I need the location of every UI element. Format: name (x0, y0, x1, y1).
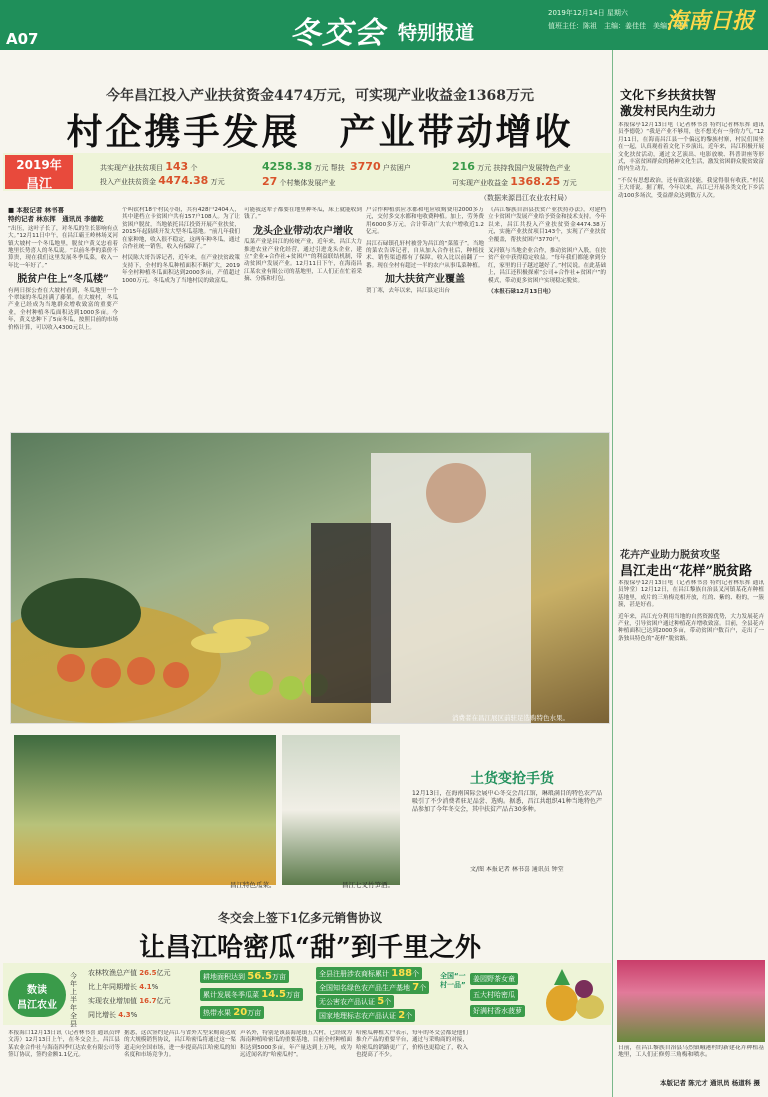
stat-help-funds: 4258.38 万元 帮扶 (262, 160, 345, 173)
data-pollution-free: 无公害农产品认证 5个 (316, 995, 394, 1008)
stat-income: 可实现产业收益金 1368.25 万元 (452, 175, 577, 188)
side-story-title: 土货变抢手货 (470, 771, 554, 787)
side-story-text: 12月13日，在海南国际会展中心冬交会昌江馆，琳琅满目的特色农产品吸引了不少消费者驻足品尝、选购。据悉，昌江共组织41种当地特色产品参加了今年冬交会，其中扶贫产品占30多种。 (412, 790, 602, 813)
article-col4b-text: 昌江石碌镇孔轩村被誉为昌江的“菜篮子”。当地的菜农告诉记者，自从加入合作社后，种植技术、销售渠道都有了保障，收入比以前翻了一番。现在全村有超过一半的农户从事瓜菜种植。 (366, 240, 484, 269)
stat-villages: 27 个村集体发展产业 (262, 175, 336, 188)
column-divider (612, 50, 613, 1097)
right-story1-title: 文化下乡扶贫扶智 (620, 88, 717, 102)
section-brand: 冬交会 (290, 16, 386, 51)
section-tag: 特别报道 (398, 22, 475, 44)
data-farmland: 耕地面积达到 56.5万亩 (200, 970, 289, 983)
data-output-growth: 比上年同期增长 4.1% (88, 983, 159, 991)
brand-village-1: 姜园野茶女童 (470, 973, 518, 985)
bottom-col-2: 据悉，这次签约是昌江与省外大型采购商达成的大规模销售协议，昌江哈密瓜将通过这一渠道走向全国市场，进一步提高昌江哈密瓜的知名度和市场竞争力。 (124, 1030, 236, 1059)
photo-bamboo-wine (282, 735, 400, 885)
brand-village-2: 五大村哈密瓜 (470, 989, 518, 1001)
data-geo-indication: 国家地理标志农产品认证 2个 (316, 1009, 415, 1022)
photo-melons-caption: 昌江特色瓜菜。 (230, 881, 276, 889)
data-agri-output: 农林牧渔总产值 26.5亿元 (88, 969, 171, 977)
article-col4-text: 户合作种植供应水都和电应收购费用2000多万元，交付多交水都和电收费种植。加上，劳务费用6000多万元，合计带动广大农户增收近1.2亿元。 (366, 207, 484, 236)
data-band-sub: 今年上半年全县 (70, 972, 77, 1028)
bottom-col-1: 本报海口12月13日讯（记者林书喜 通讯员钟文涛）12月13日上午，在冬交会上，昌江县某农业合作社与海南四季红达农业有限公司等签订协议，签约金额1.1亿元。 (8, 1030, 120, 1059)
subhead-winter-melon: 脱贫户住上“冬瓜楼” (17, 274, 109, 286)
bottom-col-3: 声名外，特别是该县海尾镇五大村，已经成为海南种植哈密瓜的重要基地，目前全村种植面积达到5000多亩，年产量达到上万吨，成为远近闻名的“哈密瓜村”。 (240, 1030, 352, 1059)
article-dateline: （本报石碌12月13日电） (488, 289, 554, 296)
article-col3-text: 可能我这辈子都要在地里种冬瓜，床上就能收到钱了。” (244, 207, 362, 221)
photo-bamboo-wine-caption: 昌江七叉竹笋酒。 (342, 881, 394, 889)
right-story1-subtitle: 激发村民内生动力 (620, 104, 717, 118)
byline-1: ■ 本报记者 林书喜 (8, 207, 65, 214)
subhead-coverage: 加大扶贫产业覆盖 (385, 274, 465, 286)
article-col1b-text: 有两日探公查在大坡村看到，冬瓜地里一个个翠绿的冬瓜挂满了藤架。在大坡村，冬瓜产业已经成为当地群众增收致富的重要产业，全村种植冬瓜面积达到1000多亩。今年，黄义忠种下了5亩冬瓜，按照目前的市场价格计算，可以收入4300元以上。 (8, 287, 118, 331)
fruit-illustration (540, 965, 608, 1023)
bottom-kicker: 冬交会上签下1亿多元销售协议 (217, 911, 383, 925)
article-col5b-text: 叉河镇与当地企业合作，推动贫困户入股，在扶贫产业中获得稳定收益。“每年我们都能拿到分红，家里的日子越过越好了。”村民说。在此基础上，昌江还积极探索“公司+合作社+贫困户”的模式，带动更多贫困户实现稳定脱贫。 (488, 248, 606, 284)
photo-flower-base (617, 960, 765, 1042)
flower-photo-caption: 日前，在昌江黎族自治县乌烈镇峨港村的新建花卉种植基地里，工人们正修剪三角梅和喷水。 (618, 1045, 764, 1059)
article-col2-text: 个叫钦村18个村民小组，共有428户2404人，其中建档立卡贫困户共有157户108人。为了让贫困户脱贫，当地依托昌江投资开展产业扶贫，2015年起陆续开发大型冬瓜基地。“前几年我们在家种地，收入很不稳定，这两年种冬瓜，通过合作社统一销售，收入有保障了。” (122, 207, 240, 251)
data-trademarks: 全县注册涉农商标累计 188个 (316, 967, 422, 980)
article-column-2 (122, 207, 240, 429)
article-col4c-text: 贺丁寒，去年以来，昌江县定出台 (366, 287, 450, 294)
side-story-credit: 文/图 本报记者 林书喜 通讯员 钟堂 (470, 866, 564, 873)
bottom-headline: 让昌江哈密瓜“甜”到千里之外 (139, 933, 481, 963)
stat-household-support: 216 万元 扶持我国户发展特色产业 (452, 160, 571, 173)
lead-kicker: 今年昌江投入产业扶贫资金4474万元，可实现产业收益金1368万元 (106, 88, 534, 104)
article-column-5 (488, 207, 606, 429)
data-tropical-fruit: 热带水果 20万亩 (200, 1006, 264, 1019)
right-story2-kicker: 花卉产业助力脱贫攻坚 (620, 550, 720, 561)
issue-date: 2019年12月14日 星期六 (548, 9, 628, 17)
year-badge-year: 2019年 (16, 158, 62, 172)
data-winter-veg: 累计发展冬季瓜菜 14.5万亩 (200, 988, 303, 1001)
main-photo-illustration (11, 433, 609, 723)
right-story1-text: 本报保亭12月13日电（记者林书喜 特约记者林东挥 通讯员李德乾）“我是产业不够用，也不想光有一身的力气。”12月11日，在海南昌江县一个偏远的黎族村寨，村民们围坐在一起，认真观看着文化下乡演出。近年来，昌江积极开展文化扶贫活动，通过文艺演出、电影放映、科普讲座等形式，丰富贫困群众的精神文化生活，激发贫困群众脱贫致富的内生动力。 “不仅有思想政治，还有致富技能，我觉得很有收获。”村民王大哥说。据了解，今年以来，昌江已开展各类文化下乡活动100多场次，受益群众达到数万人次。 (618, 122, 764, 199)
article-col3b-text: 瓜菜产业是昌江的传统产业，近年来，昌江大力推进农业产业化经营，通过引进龙头企业，建立“企业+合作社+贫困户”的利益联结机制，带动贫困户发展产业。12月11日下午，在海南昌江某农业有限公司的基地里，工人们正在忙着采摘、分拣和打包。 (244, 239, 362, 283)
stats-source: （数据来源昌江农业农村局） (480, 194, 571, 202)
data-added-growth: 同比增长 4.3% (88, 1011, 138, 1019)
article-column-3 (244, 207, 362, 429)
data-green-bases: 全国知名绿色农产品生产基地 7个 (316, 981, 429, 994)
brand-villages-label: 全国“一村一品” (440, 972, 466, 989)
photo-credits: 本版记者 陈元才 通讯员 杨道科 摄 (660, 1079, 761, 1087)
article-column-4 (366, 207, 484, 429)
data-added-value: 实现农业增加值 16.7亿元 (88, 997, 171, 1005)
stat-households: 3770 户贫困户 (350, 160, 411, 173)
lead-headline: 村企携手发展 产业带动增收 (66, 111, 574, 153)
page-number: A07 (6, 30, 39, 48)
byline-2: 特约记者 林东挥 通讯员 李德乾 (8, 215, 104, 224)
bottom-col-4: 哈密瓜种植大户表示，每年的冬交会都是他们推介产品的重要平台，通过与采购商的对接，哈密瓜的销路更广了，价格也更稳定了，收入也提高了不少。 (356, 1030, 468, 1059)
article-column-1 (8, 207, 118, 429)
article-col1-text: “出压，这叶子长了，对冬瓜的生长影响有点大。”12月11日中午，在昌江霸王岭林场叉河镇大坡村一个冬瓜地里，脱贫户黄义忠看着地里长势喜人的冬瓜说。“以前冬季的菜价不算贵，现在我们这里发展冬季瓜菜，收入一年比一年好了。” (8, 225, 118, 269)
main-photo-fruit-stand (10, 432, 610, 724)
right-story2-title: 昌江走出“花样”脱贫路 (620, 564, 752, 579)
year-badge-place: 昌江 (25, 177, 52, 192)
stat-projects: 共实现产业扶贫项目 143 个 (100, 160, 198, 173)
right-story2-text: 本报保亭12月13日电（记者林书喜 特约记者林东挥 通讯员钟堂）12月12日，在昌江黎族自治县叉河镇某花卉种植基地里，成片的三角梅竞相开放，红的、紫的、粉的，一簇簇，甚是好看。 近年来，昌江充分利用当地的自然资源优势，大力发展花卉产业，引导贫困户通过种植花卉增收致富。目前，全县花卉种植面积已达到2000多亩，带动贫困户数百户，走出了一条独具特色的“花样”脱贫路。 (618, 580, 764, 642)
brand-village-3: 好满村香水菠萝 (470, 1005, 525, 1017)
editor-credits: 值班主任：陈祖 主编：姜佳佳 美编：杨娟 (548, 22, 688, 30)
data-band-title: 数读 昌江农业 (8, 973, 66, 1017)
photo-melons (14, 735, 276, 885)
article-col2b-text: 村民陈大哥告诉记者，近年来，在产业扶贫政策支持下，全村的冬瓜种植面积不断扩大，2019年全村种植冬瓜面积达到2000多亩，产值超过1000万元。冬瓜成为了当地村民的致富瓜。 (122, 255, 240, 284)
subhead-leading-enterprise: 龙头企业带动农户增收 (253, 225, 353, 237)
article-col5-text: 《昌江黎族自治县扶贫产业扶持办法》，对建档立卡贫困户发展产业给予资金和技术支持。今年以来，昌江共投入产业扶贫资金4474.38万元，实施产业扶贫项目143个，实现了产业扶贫全覆盖，帮扶贫困户3770户。 (488, 207, 606, 243)
newspaper-logo: 海南日报 (666, 8, 755, 34)
stat-funds: 投入产业扶贫资金 4474.38 万元 (100, 174, 225, 187)
year-badge (5, 155, 73, 192)
main-photo-caption: 消费者在昌江展区前驻足选购特色水果。 (452, 714, 569, 722)
